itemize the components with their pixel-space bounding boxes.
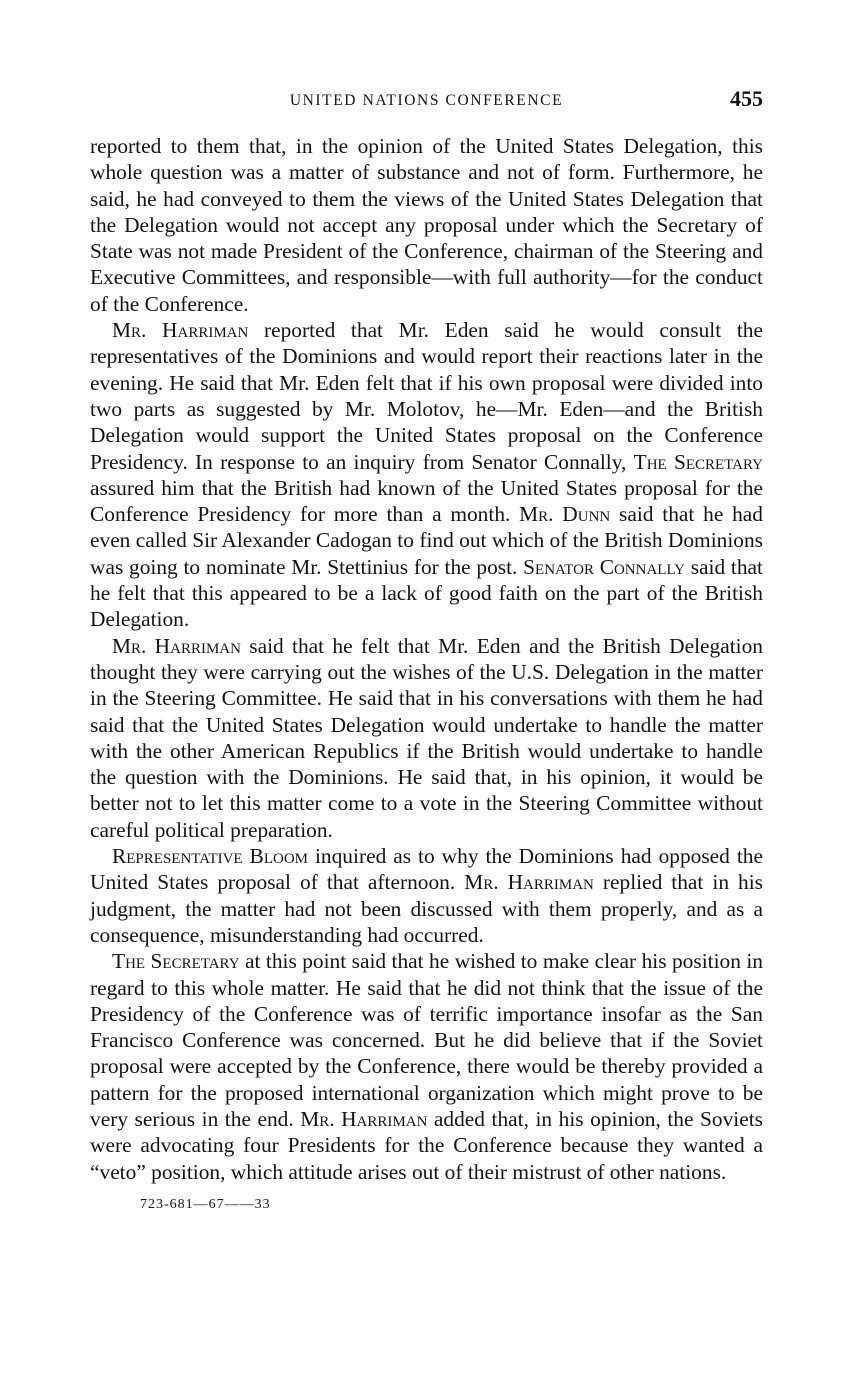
paragraph-4 (90, 843, 763, 948)
document-page (90, 86, 763, 1213)
paragraph-3-text-1: said that he felt that Mr. Eden and the British Delegation thought they were carrying out the wishes of the U.S. Delegation in the matter in the Steering Committee. He said that in his conversations with them he had said that the United States Delegation would undertake to handle the matter with the other American Republics if the British would undertake to handle the question with the Dominions. He said that, in his opinion, it would be better not to let this matter come to a vote in the Steering Committee without careful political preparation. (90, 633, 763, 842)
running-title: UNITED NATIONS CONFERENCE (289, 92, 564, 109)
print-code: 723-681—67——33 (140, 1196, 271, 1212)
speaker-senator-connally: Senator Connally (523, 554, 685, 579)
paragraph-2-text-4: said that he felt that this appeared to be a lack of good faith on the part of the British Delegation. (90, 554, 763, 632)
paragraph-2-text-2: assured him that the British had known of the United States proposal for the Conference Presidency for more than a month. (90, 475, 763, 527)
speaker-the-secretary: The Secretary (633, 449, 763, 474)
paragraph-5 (90, 948, 763, 1185)
paragraph-2-text-1: reported that Mr. Eden said he would consult the representatives of the Dominions and would report their reactions later in the evening. He said that Mr. Eden felt that if his own proposal were divided into two parts as suggested by Mr. Molotov, he—Mr. Eden—and the British Delegation would support the United States proposal on the Conference Presidency. In response to an inquiry from Senator Connally, (90, 318, 763, 474)
paragraph-3 (90, 633, 763, 843)
paragraph-2-text-3: said that he had even called Sir Alexander Cadogan to find out which of the British Dominions was going to nominate Mr. Stettinius for the post. (90, 502, 763, 579)
paragraph-1-text: reported to them that, in the opinion of the United States Delegation, this whole question was a matter of substance and not of form. Furthermore, he said, he had conveyed to them the views of the United States Delegation that the Delegation would not accept any proposal under which the Secretary of State was not made President of the Conference, chairman of the Steering and Executive Committees, and responsible—with full authority—for the conduct of the Conference. (90, 134, 763, 316)
paragraph-4-text-1: inquired as to why the Dominions had opposed the United States proposal of that afternoon. (90, 844, 763, 895)
paragraph-5-text-2: added that, in his opinion, the Soviets were advocating four Presidents for the Conference because they wanted a “veto” position, which attitude arises out of their mistrust of other nations. (90, 1106, 763, 1184)
paragraph-1 (90, 133, 763, 317)
speaker-harriman: Mr. Harriman (112, 318, 249, 343)
page-number: 455 (730, 86, 763, 111)
speaker-harriman: Mr. Harriman (300, 1106, 428, 1131)
speaker-the-secretary: The Secretary (112, 949, 240, 974)
paragraph-2 (90, 317, 763, 633)
body-text (90, 133, 763, 1185)
speaker-harriman: Mr. Harriman (464, 870, 594, 895)
speaker-dunn: Mr. Dunn (519, 502, 611, 527)
paragraph-5-text-1: at this point said that he wished to make clear his position in regard to this whole matter. He said that he did not think that the issue of the Presidency of the Conference was of terrific importance insofar as the San Francisco Conference was concerned. But he did believe that if the Soviet proposal were accepted by the Conference, there would be thereby provided a pattern for the proposed international organization which might prove to be very serious in the end. (90, 949, 763, 1131)
speaker-harriman: Mr. Harriman (112, 633, 241, 658)
running-head (90, 86, 763, 120)
speaker-representative-bloom: Representative Bloom (112, 844, 308, 869)
paragraph-4-text-2: replied that in his judgment, the matter had not been discussed with them properly, and as a consequence, misunderstanding had occurred. (90, 870, 763, 947)
